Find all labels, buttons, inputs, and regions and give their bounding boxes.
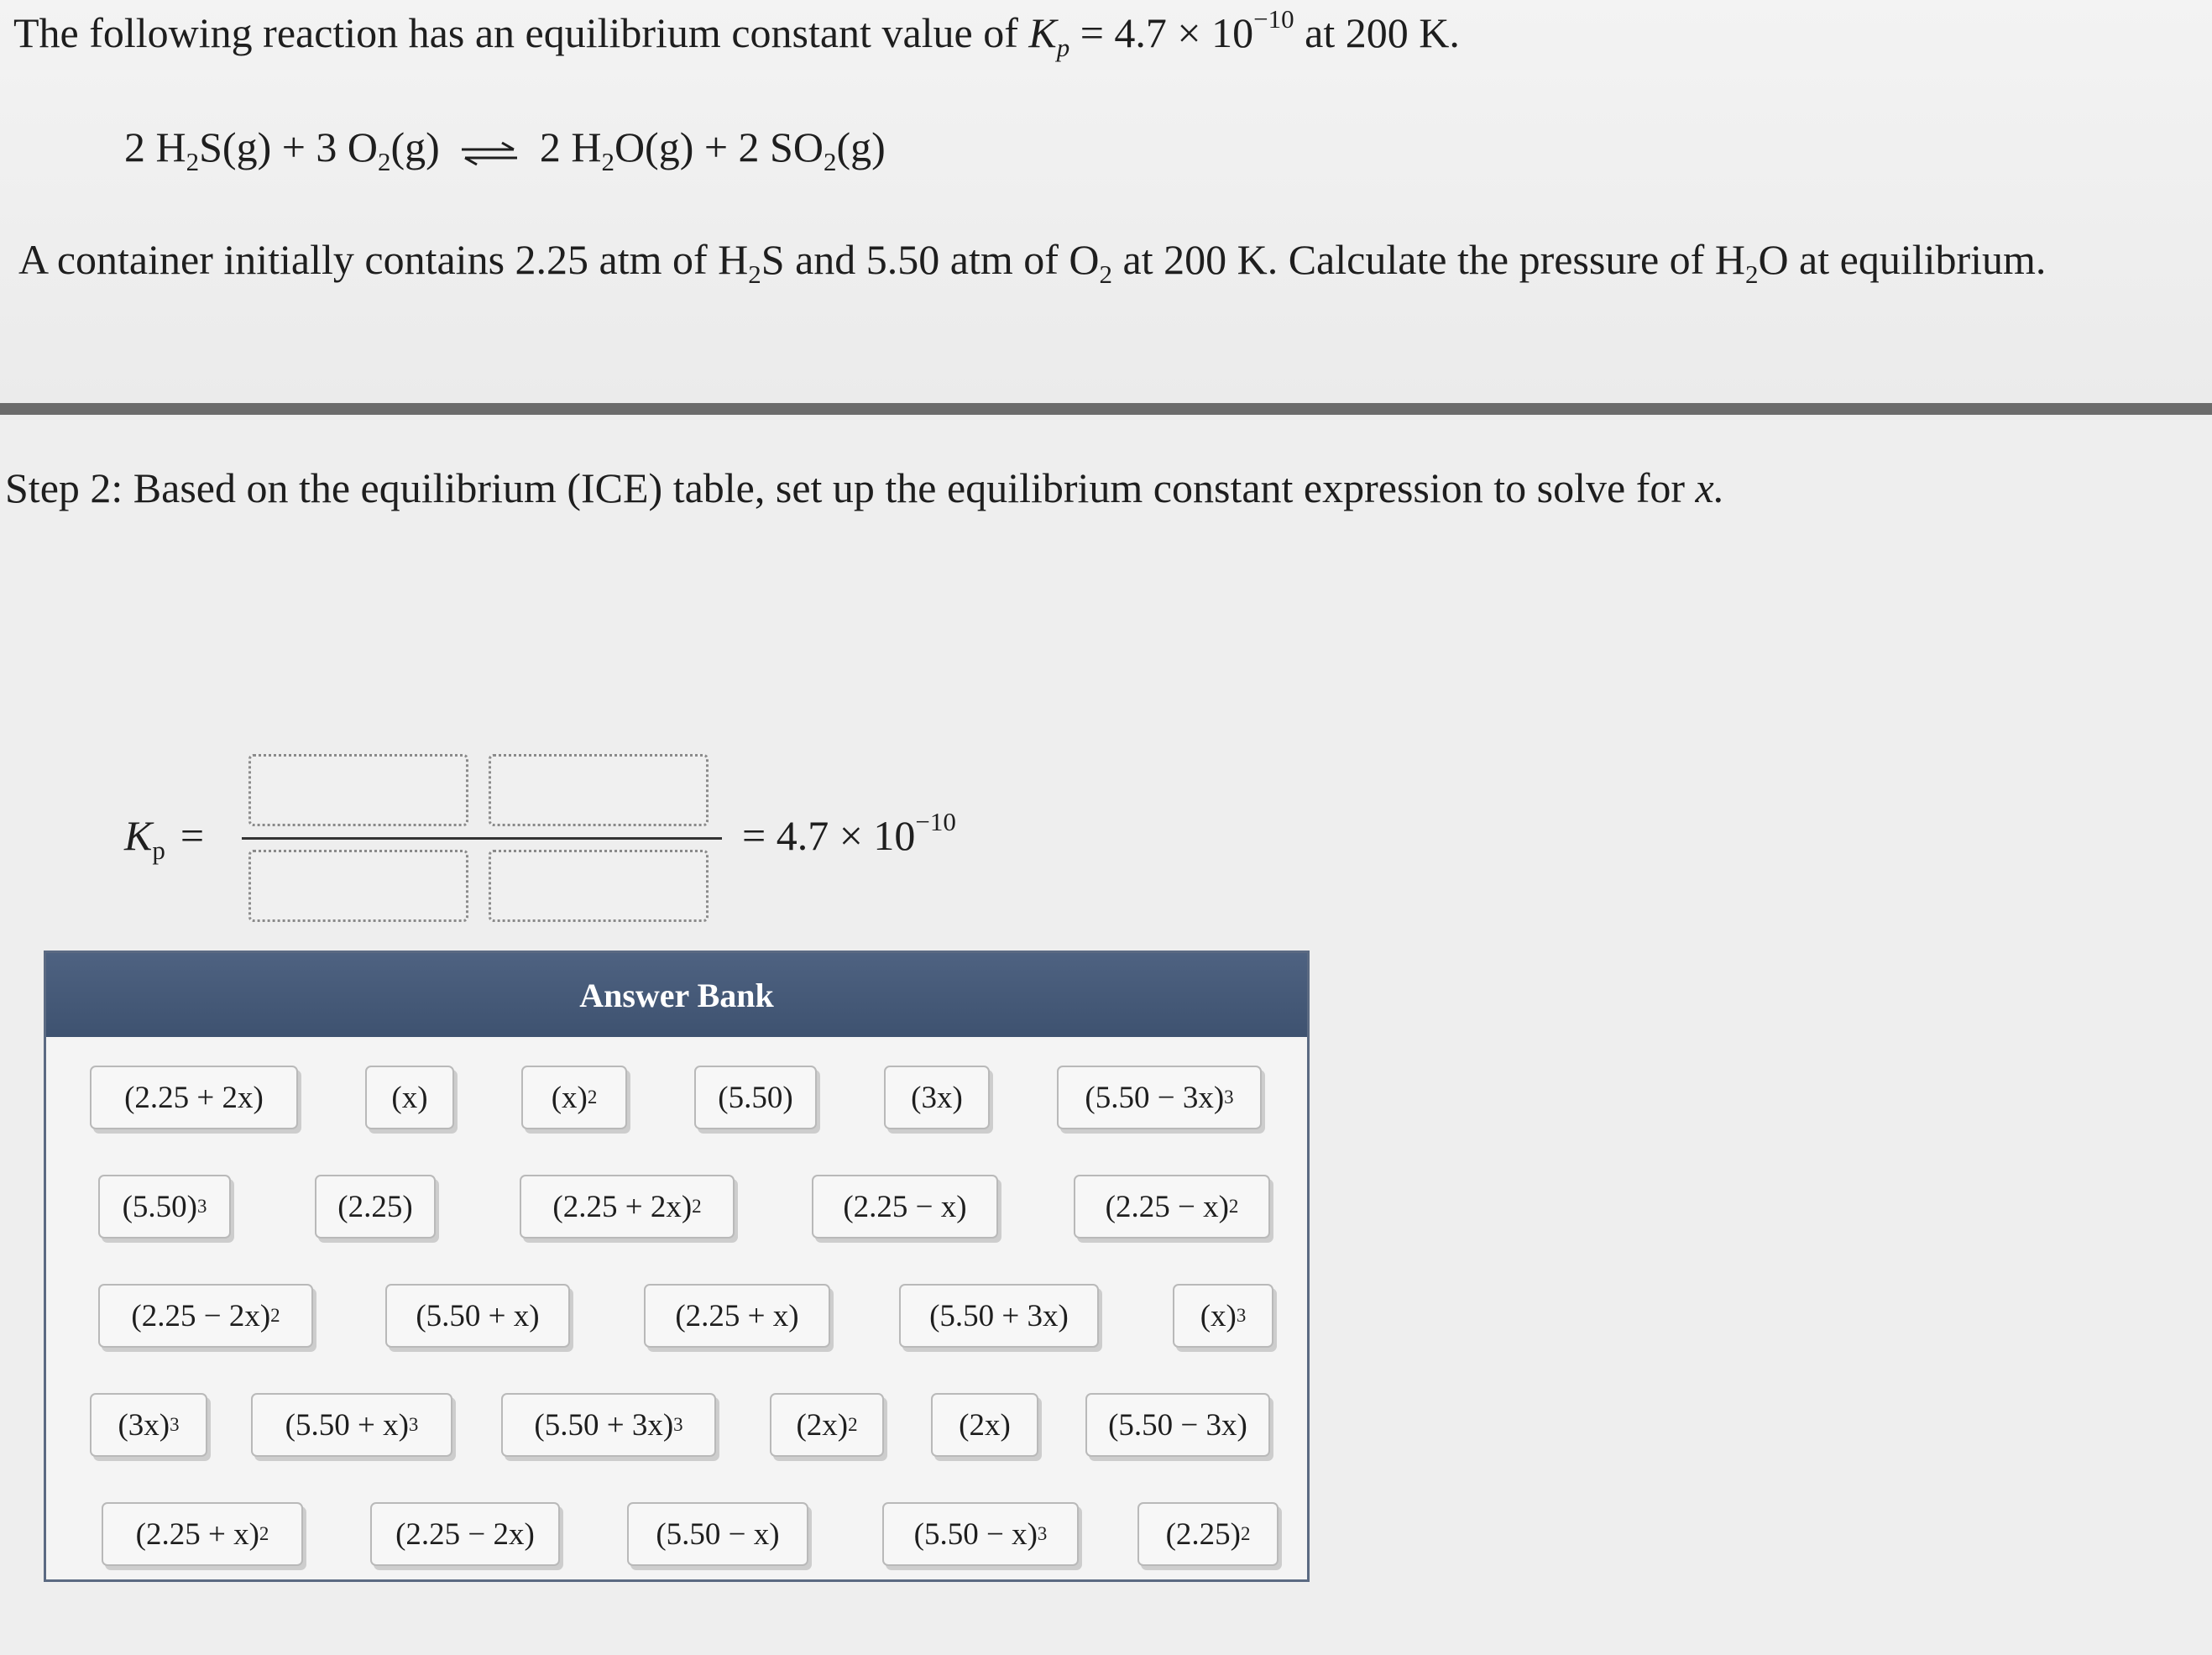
answer-tile[interactable]: (2.25 − 2x) 2 <box>98 1284 313 1348</box>
product-so2-sub: 2 <box>823 146 837 176</box>
product-so2-rest: (g) <box>836 123 886 170</box>
reactant-h2s-rest: S(g) + 3 O <box>199 123 379 170</box>
problem-statement <box>0 0 2212 403</box>
kp-exponent: −10 <box>1253 3 1294 34</box>
expression-value-exponent: −10 <box>915 806 956 836</box>
intro-line <box>13 3 1460 62</box>
question-part2: S and 5.50 atm of O <box>761 236 1100 283</box>
answer-tile[interactable]: (3x) <box>884 1066 990 1129</box>
denominator-slot-2[interactable] <box>489 850 709 922</box>
answer-tile[interactable]: (2.25 − x) <box>812 1175 998 1239</box>
kp-subscript: p <box>1056 32 1070 62</box>
step-text: Step 2: Based on the equilibrium (ICE) table, set up the equilibrium constant expression to solve for <box>5 464 1686 511</box>
answer-tile[interactable]: (x) <box>365 1066 454 1129</box>
answer-tile[interactable]: (2x) 2 <box>770 1393 884 1457</box>
answer-tile[interactable]: (5.50 − x) <box>627 1502 808 1566</box>
answer-tile[interactable]: (5.50 + x) <box>385 1284 570 1348</box>
step-instruction <box>5 464 1725 511</box>
reactant-h2s-sub: 2 <box>186 146 200 176</box>
answer-tile[interactable]: (5.50) 3 <box>98 1175 231 1239</box>
question-sub2: 2 <box>1099 259 1112 289</box>
question-part3: at 200 K. Calculate the pressure of H <box>1122 236 1745 283</box>
answer-tile[interactable]: (2.25 + x) <box>644 1284 830 1348</box>
product-h2o-coef: 2 H <box>539 123 602 170</box>
answer-tile[interactable]: (2.25 + x) 2 <box>102 1502 303 1566</box>
reactant-o2-rest: (g) <box>390 123 440 170</box>
answer-tile[interactable]: (2x) <box>931 1393 1038 1457</box>
answer-tile[interactable]: (2.25 + 2x) <box>90 1066 298 1129</box>
answer-tile[interactable]: (5.50 + 3x) <box>899 1284 1099 1348</box>
answer-tile[interactable]: (5.50 − x) 3 <box>882 1502 1079 1566</box>
section-divider <box>0 403 2212 415</box>
kp-symbol: K <box>1028 9 1057 56</box>
answer-tile[interactable]: (2.25 − 2x) <box>370 1502 560 1566</box>
reactant-h2s-coef: 2 H <box>124 123 186 170</box>
expression-value-text: = 4.7 × 10 <box>742 812 916 859</box>
numerator-slot-2[interactable] <box>489 754 709 826</box>
equilibrium-arrow-icon <box>460 131 519 173</box>
answer-tile[interactable]: (5.50 − 3x) <box>1085 1393 1270 1457</box>
intro-text: The following reaction has an equilibrium constant value of <box>13 9 1018 56</box>
question-sub3: 2 <box>1744 259 1759 289</box>
answer-tile[interactable]: (2.25) <box>315 1175 436 1239</box>
answer-bank-title: Answer Bank <box>46 953 1307 1037</box>
question-sub1: 2 <box>748 259 761 289</box>
fraction-bar <box>242 837 722 840</box>
question-part1: A container initially contains 2.25 atm of H <box>18 236 749 283</box>
answer-tile[interactable]: (5.50) <box>694 1066 817 1129</box>
answer-tile[interactable]: (3x) 3 <box>90 1393 207 1457</box>
answer-bank <box>44 951 1310 1582</box>
answer-tile[interactable]: (x) 2 <box>521 1066 627 1129</box>
answer-tile[interactable]: (5.50 + 3x) 3 <box>501 1393 716 1457</box>
answer-tile[interactable]: (2.25 − x) 2 <box>1074 1175 1270 1239</box>
answer-tile[interactable]: (5.50 − 3x) 3 <box>1057 1066 1262 1129</box>
answer-tile[interactable]: (5.50 + x) 3 <box>251 1393 452 1457</box>
numerator-slot-1[interactable] <box>248 754 468 826</box>
denominator-slot-1[interactable] <box>248 850 468 922</box>
expression-kp-subscript: p <box>152 835 165 865</box>
answer-tile[interactable]: (2.25 + 2x) 2 <box>520 1175 735 1239</box>
temperature-text: at 200 K. <box>1305 9 1460 56</box>
kp-expression-value <box>742 806 956 860</box>
product-h2o-rest: O(g) + 2 SO <box>614 123 824 170</box>
answer-tile[interactable]: (x) 3 <box>1173 1284 1273 1348</box>
reaction-equation <box>124 123 886 176</box>
step-variable: x. <box>1695 464 1725 511</box>
answer-tile[interactable]: (2.25) 2 <box>1137 1502 1279 1566</box>
expression-equals-sign: = <box>180 812 205 859</box>
question-text <box>18 236 2047 289</box>
question-part4: O at equilibrium. <box>1758 236 2047 283</box>
reactant-o2-sub: 2 <box>378 146 391 176</box>
product-h2o-sub: 2 <box>601 146 614 176</box>
kp-expression-label <box>124 811 205 865</box>
expression-kp-symbol: K <box>124 812 153 859</box>
kp-value-text: = 4.7 × 10 <box>1080 9 1254 56</box>
